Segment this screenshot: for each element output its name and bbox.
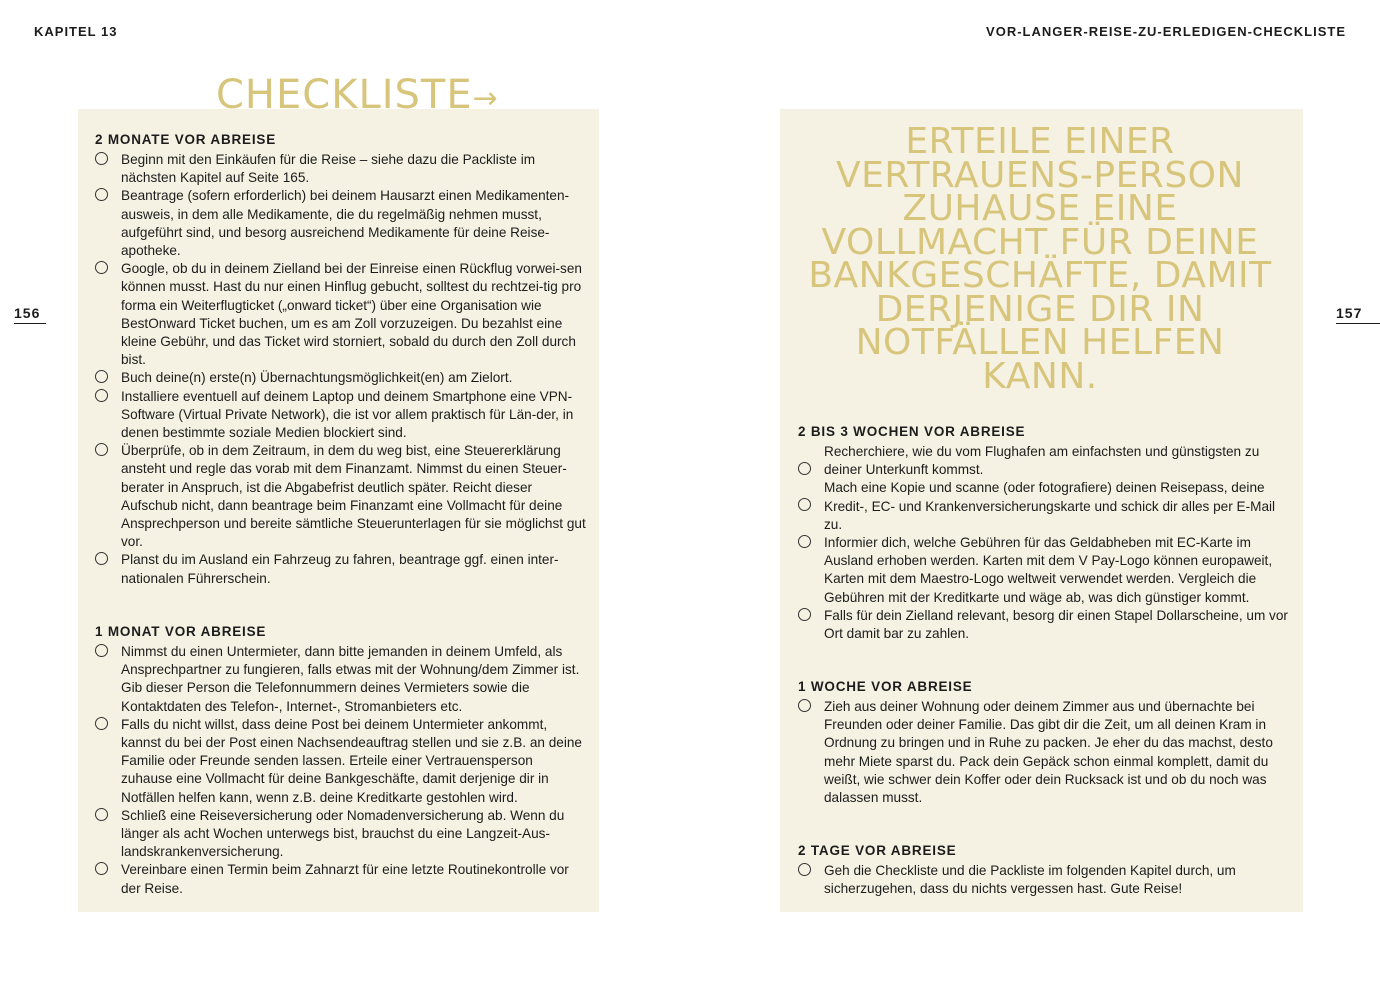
checkbox-circle-icon[interactable]: [95, 152, 108, 165]
checkbox-circle-icon[interactable]: [798, 608, 811, 621]
checkbox-circle-icon[interactable]: [95, 370, 108, 383]
section-1-monat: [95, 623, 587, 898]
section-heading: 2 BIS 3 WOCHEN VOR ABREISE: [798, 424, 1026, 439]
checklist-item: [798, 534, 1290, 607]
checklist-item: [95, 187, 587, 260]
item-text: Informier dich, welche Gebühren für das Geldabheben mit EC-Karte im Ausland erhoben werden. Karten mit dem V Pay-Logo können europaweit, Karten mit dem Maestro-Logo weltweit verwendet werden. Vergleich die Gebühren mit der Kreditkarte und wäge ab, was dich günstiger kommt.: [824, 535, 1273, 605]
item-text: Mach eine Kopie und scanne (oder fotografiere) deinen Reisepass, deine Kredit-, EC- und Krankenversicherungskarte und schick dir alles per E-Mail zu.: [824, 480, 1276, 532]
checklist-item: [95, 716, 587, 807]
title-text: CHECKLISTE: [216, 72, 473, 118]
checklist-item: [95, 442, 587, 551]
checklist-item: [798, 443, 1290, 479]
item-text: Installiere eventuell auf deinem Laptop und deinem Smartphone eine VPN-Software (Virtual Private Network), die ist vor allem praktisch für Län-der, in denen bestimmte soziale Medien blockiert sind.: [121, 388, 574, 441]
item-text: Falls du nicht willst, dass deine Post bei deinem Untermieter ankommt, kannst du bei der Post einen Nachsendeauftrag stellen und sie z.B. an deine Familie oder Freunde senden lassen. Erteile einer Vertrauensperson zuhause eine Vollmacht für deine Bankgeschäfte, damit derjenige dir in Notfällen helfen kann, wenn z.B. deine Kreditkarte gestohlen wird.: [121, 716, 582, 805]
checklist-item: [95, 369, 587, 387]
checklist-title: [216, 72, 499, 118]
checkbox-circle-icon[interactable]: [95, 188, 108, 201]
item-text: Google, ob du in deinem Zielland bei der Einreise einen Rückflug vorwei-sen können musst. Hast du nur einen Hinflug gebucht, solltest du rechtzei-tig pro forma ein Weiterflugticket („onward ticket“) über eine Organisation wie BestOnward Ticket buchen, um es am Zoll vorzuzeigen. Du bezahlst eine kleine Gebühr, und das Ticket wird storniert, sobald du durch den Zoll durch bist.: [121, 261, 582, 368]
section-heading: 2 TAGE VOR ABREISE: [798, 843, 957, 858]
section-heading: 1 MONAT VOR ABREISE: [95, 624, 267, 639]
checklist-item: [798, 607, 1290, 643]
section-heading: 2 MONATE VOR ABREISE: [95, 132, 277, 147]
checklist-item: [798, 479, 1290, 534]
section-1-woche: [798, 678, 1290, 807]
page-number-right: 157: [1336, 305, 1380, 324]
item-text: Vereinbare einen Termin beim Zahnarzt für eine letzte Routinekontrolle vor der Reise.: [121, 862, 569, 896]
section-2-monate: [95, 131, 587, 588]
checklist-item: [95, 388, 587, 443]
checklist-item: [95, 643, 587, 716]
section-2-tage: [798, 842, 1290, 898]
checklist-item: [798, 698, 1290, 807]
checkbox-circle-icon[interactable]: [95, 443, 108, 456]
item-text: Planst du im Ausland ein Fahrzeug zu fahren, beantrage ggf. einen inter-nationalen Führerschein.: [121, 552, 559, 586]
page-number-left: 156: [14, 305, 46, 324]
arrow-right-icon: →: [472, 81, 499, 116]
pull-quote: ERTEILE EINER VERTRAUENS-PERSON ZUHAUSE EINE VOLLMACHT FÜR DEINE BANKGESCHÄFTE, DAMIT DERJENIGE DIR IN NOTFÄLLEN HELFEN KANN.: [808, 121, 1272, 397]
section-2-bis-3-wochen: [798, 423, 1290, 643]
item-text: Beantrage (sofern erforderlich) bei deinem Hausarzt einen Medikamenten-ausweis, in dem alle Medikamente, die du regelmäßig nehmen musst, aufgeführt sind, und besorg ausreichend Medikamente für deine Reise-apotheke.: [121, 188, 570, 259]
item-text: Falls für dein Zielland relevant, besorg dir einen Stapel Dollarscheine, um vor Ort damit bar zu zahlen.: [824, 607, 1288, 642]
running-head-chapter: KAPITEL 13: [34, 24, 118, 39]
checkbox-circle-icon[interactable]: [95, 261, 108, 274]
checkbox-circle-icon[interactable]: [95, 717, 108, 730]
section-heading: 1 WOCHE VOR ABREISE: [798, 679, 973, 694]
item-text: Überprüfe, ob in dem Zeitraum, in dem du weg bist, eine Steuererklärung ansteht und regle das vorab mit dem Finanzamt. Nimmst du einen Steuer-berater in Anspruch, ist die Abgabefrist deutlich später. Reicht dieser Aufschub nicht, dann beantrage beim Finanzamt eine Vollmacht für deine Ansprechperson und bereite sämtliche Steuerunterlagen für sie möglichst gut vor.: [121, 443, 586, 550]
checkbox-circle-icon[interactable]: [798, 863, 811, 876]
checkbox-circle-icon[interactable]: [95, 389, 108, 402]
checklist-item: [95, 151, 587, 187]
checklist-item: [95, 861, 587, 897]
checkbox-circle-icon[interactable]: [95, 552, 108, 565]
checkbox-circle-icon[interactable]: [798, 462, 811, 475]
checkbox-circle-icon[interactable]: [95, 644, 108, 657]
checkbox-circle-icon[interactable]: [95, 808, 108, 821]
item-text: Schließ eine Reiseversicherung oder Nomadenversicherung ab. Wenn du länger als acht Wochen unterwegs bist, brauchst du eine Langzeit-Aus-landskrankenversicherung.: [121, 807, 565, 860]
item-text: Zieh aus deiner Wohnung oder deinem Zimmer aus und übernachte bei Freunden oder deiner Familie. Das gibt dir die Zeit, um all deinen Kram in Ordnung zu bringen und in Ruhe zu packen. Je eher du das machst, desto mehr Miete sparst du. Pack dein Gepäck schon einmal komplett, damit du weißt, wie schwer dein Koffer oder dein Rucksack ist und ob du noch was dalassen musst.: [824, 699, 1273, 806]
checklist-item: [95, 807, 587, 862]
checkbox-circle-icon[interactable]: [798, 699, 811, 712]
checklist-item: [95, 551, 587, 587]
checklist-item: [95, 260, 587, 369]
checkbox-circle-icon[interactable]: [798, 498, 811, 511]
checkbox-circle-icon[interactable]: [95, 862, 108, 875]
checklist-item: [798, 862, 1290, 898]
item-text: Buch deine(n) erste(n) Übernachtungsmöglichkeit(en) am Zielort.: [121, 370, 513, 386]
item-text: Geh die Checkliste und die Packliste im folgenden Kapitel durch, um sicherzugehen, dass du nichts vergessen hast. Gute Reise!: [824, 863, 1236, 897]
running-head-title: VOR-LANGER-REISE-ZU-ERLEDIGEN-CHECKLISTE: [986, 24, 1346, 39]
item-text: Beginn mit den Einkäufen für die Reise – siehe dazu die Packliste im nächsten Kapitel auf Seite 165.: [121, 152, 536, 186]
checkbox-circle-icon[interactable]: [798, 535, 811, 548]
item-text: Recherchiere, wie du vom Flughafen am einfachsten und günstigsten zu deiner Unterkunft kommst.: [824, 444, 1260, 478]
item-text: Nimmst du einen Untermieter, dann bitte jemanden in deinem Umfeld, als Ansprechpartner zu fungieren, falls etwas mit der Wohnung/dem Zimmer ist. Gib dieser Person die Telefonnummern deines Vermieters sowie die Kontaktdaten des Telefon-, Internet-, Stromanbieters etc.: [121, 644, 580, 714]
